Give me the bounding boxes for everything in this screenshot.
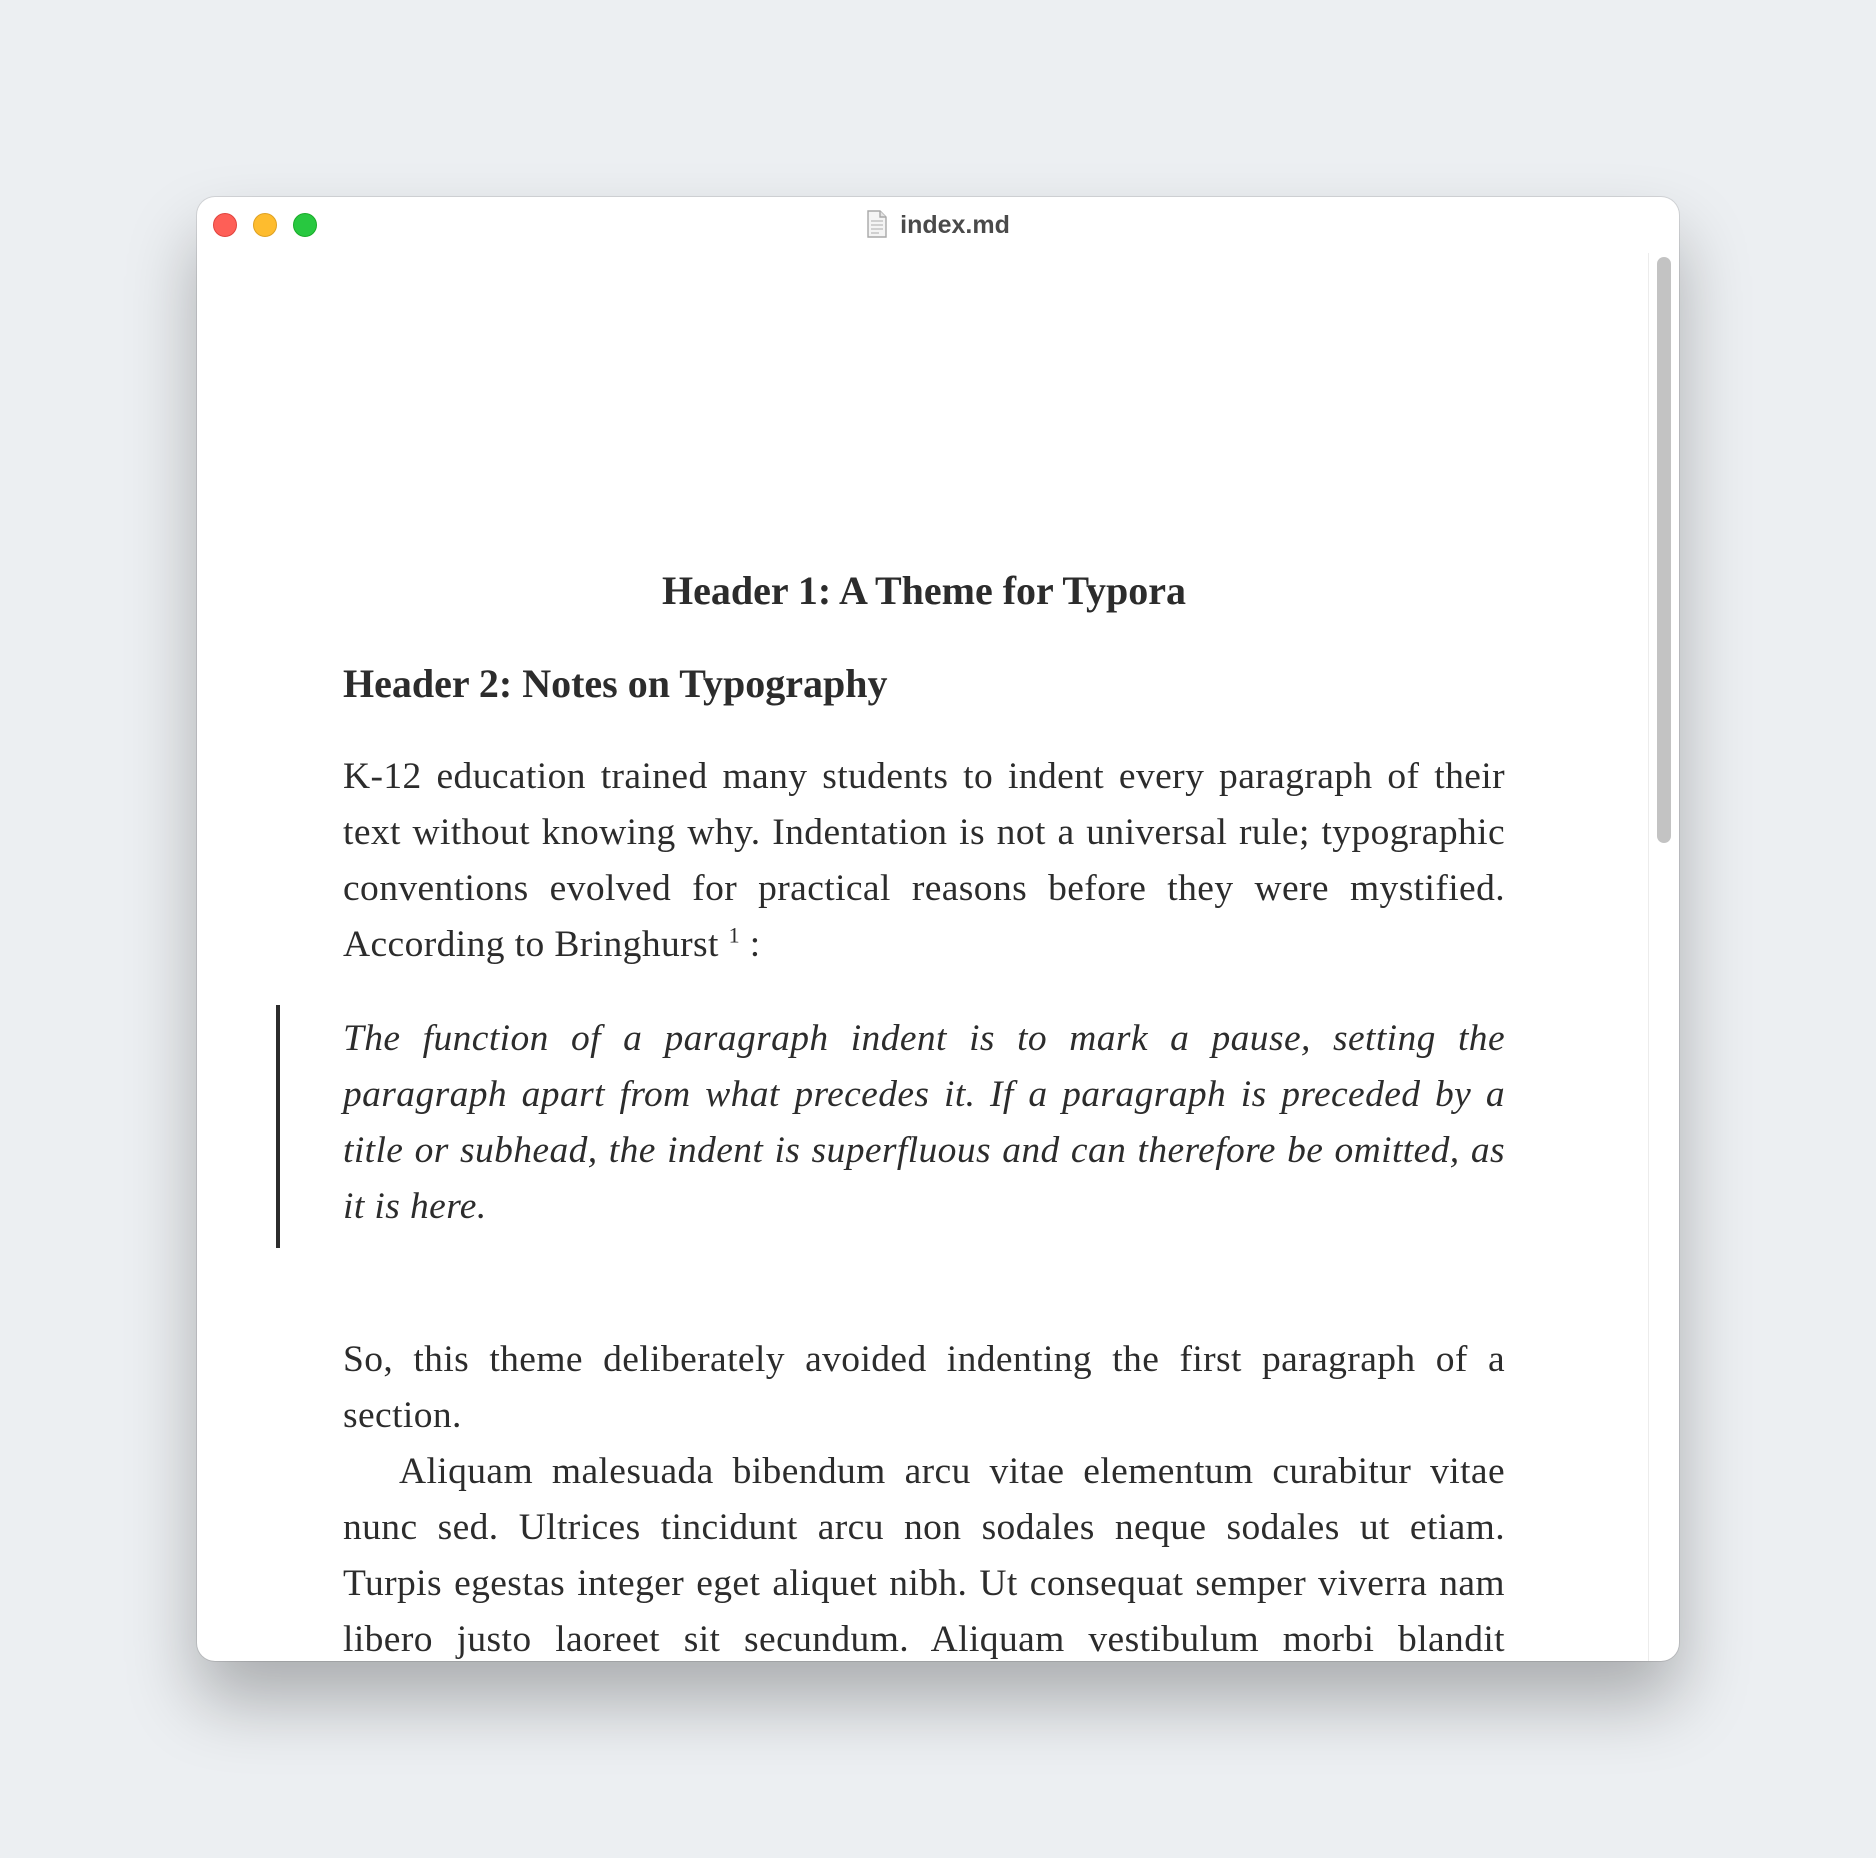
title-bar[interactable]: [197, 197, 1679, 253]
header-2: Header 2: Notes on Typography: [343, 661, 888, 706]
header-1: Header 1: A Theme for Typora: [661, 568, 1187, 613]
blockquote-bar: [276, 1005, 280, 1248]
document-icon: [866, 210, 888, 238]
vertical-scrollbar[interactable]: [1648, 253, 1679, 1661]
footnote-ref[interactable]: 1: [728, 922, 741, 948]
window-title: index.md: [900, 211, 1010, 239]
app-window: [197, 197, 1679, 1661]
paragraph-intro: [343, 749, 1505, 973]
paragraph-lorem: Aliquam malesuada bibendum arcu vitae elementum curabitur vitae nunc sed. Ultrices tincidunt arcu non sodales neque sodales ut etiam. Turpis egestas integer eget aliquet nibh. Ut consequat semper viverra nam libero justo laoreet sit secundum. Aliquam vestibulum morbi blandit: [343, 1451, 1505, 1660]
paragraph-intro-suffix: :: [749, 924, 761, 965]
blockquote: The function of a paragraph indent is to mark a pause, setting the paragraph apart from what precedes it. If a paragraph is preceded by a title or subhead, the indent is superfluous and can therefore be omitted, as it is here.: [343, 1018, 1505, 1227]
paragraph-section-note: So, this theme deliberately avoided indenting the first paragraph of a section.: [343, 1339, 1505, 1436]
scrollbar-thumb[interactable]: [1657, 257, 1671, 843]
paragraph-intro-text: K-12 education trained many students to indent every paragraph of their text without knowing why. Indentation is not a universal rule; typographic conventions evolved for practical reasons before they were mystified. According to Bringhurst: [343, 756, 1505, 965]
window-title-group: [197, 209, 1679, 241]
